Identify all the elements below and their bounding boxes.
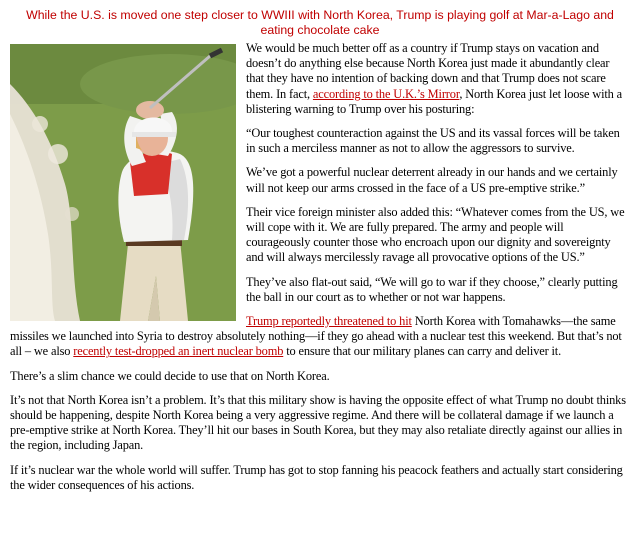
paragraph-text: to ensure that our military planes can carry and deliver it. — [283, 344, 562, 359]
paragraph-slim-chance: There’s a slim chance we could decide to use that on North Korea. — [10, 368, 330, 383]
quote-counteraction: “Our toughest counteraction against the US and its vassal forces will be taken in such a merciless manner as not to allow the aggressors to survive. — [246, 126, 620, 156]
tomahawk-link[interactable]: Trump reportedly threatened to hit — [246, 314, 412, 329]
golfer-photo — [10, 44, 236, 321]
paragraph-text: , North Korea just let loose with a blistering warning to Trump over his posturing: — [246, 86, 623, 116]
paragraph-vice-minister: Their vice foreign minister also added this: “Whatever comes from the US, we will cope with it. We are fully prepared. The army and people will courageously counter those who encroach upon our dignity and sovereignty and will always mercilessly ravage all provocative options of the US.” — [246, 204, 625, 265]
headline: While the U.S. is moved one step closer to WWIII with North Korea, Trump is playing golf at Mar-a-Lago and eating chocolate cake — [26, 8, 614, 37]
paragraph-text: North Korea with Tomahawks—the same missiles we launched into Syria to destroy absolutely nothing—if they go ahead with a nuclear test this weekend. But that’s not all – we also — [10, 314, 622, 359]
golfer-illustration — [10, 44, 236, 321]
paragraph-war-choice: They’ve also flat-out said, “We will go to war if they choose,” clearly putting the ball in our court as to whether or not war happens. — [246, 274, 618, 304]
nuclear-bomb-link[interactable]: recently test-dropped an inert nuclear bomb — [73, 344, 284, 359]
mirror-link[interactable]: according to the U.K.’s Mirror — [312, 86, 460, 101]
paragraph-collateral: It’s not that North Korea isn’t a problem. It’s that this military show is having the opposite effect of what Trump no doubt thinks should be happening, despite North Korea being a very aggressive regime. And there will be collateral damage if we launch a pre-emptive strike at North Korea. They’ll hit our bases in South Korea, but they may also retaliate directly against our allies in the region, including Japan. — [10, 392, 626, 453]
paragraph-text: We would be much better off as a country if Trump stays on vacation and doesn’t do anything else because North Korea just made it abundantly clear that they have no intention of backing down and that Trump does not scare them. In fact, — [246, 41, 610, 101]
quote-deterrent: We’ve got a powerful nuclear deterrent already in our hands and we certainly will not keep our arms crossed in the face of a US pre-emptive strike.” — [246, 165, 618, 195]
paragraph-conclusion: If it’s nuclear war the whole world will suffer. Trump has got to stop fanning his peacock feathers and actually start considering the wider consequences of his actions. — [10, 462, 623, 492]
